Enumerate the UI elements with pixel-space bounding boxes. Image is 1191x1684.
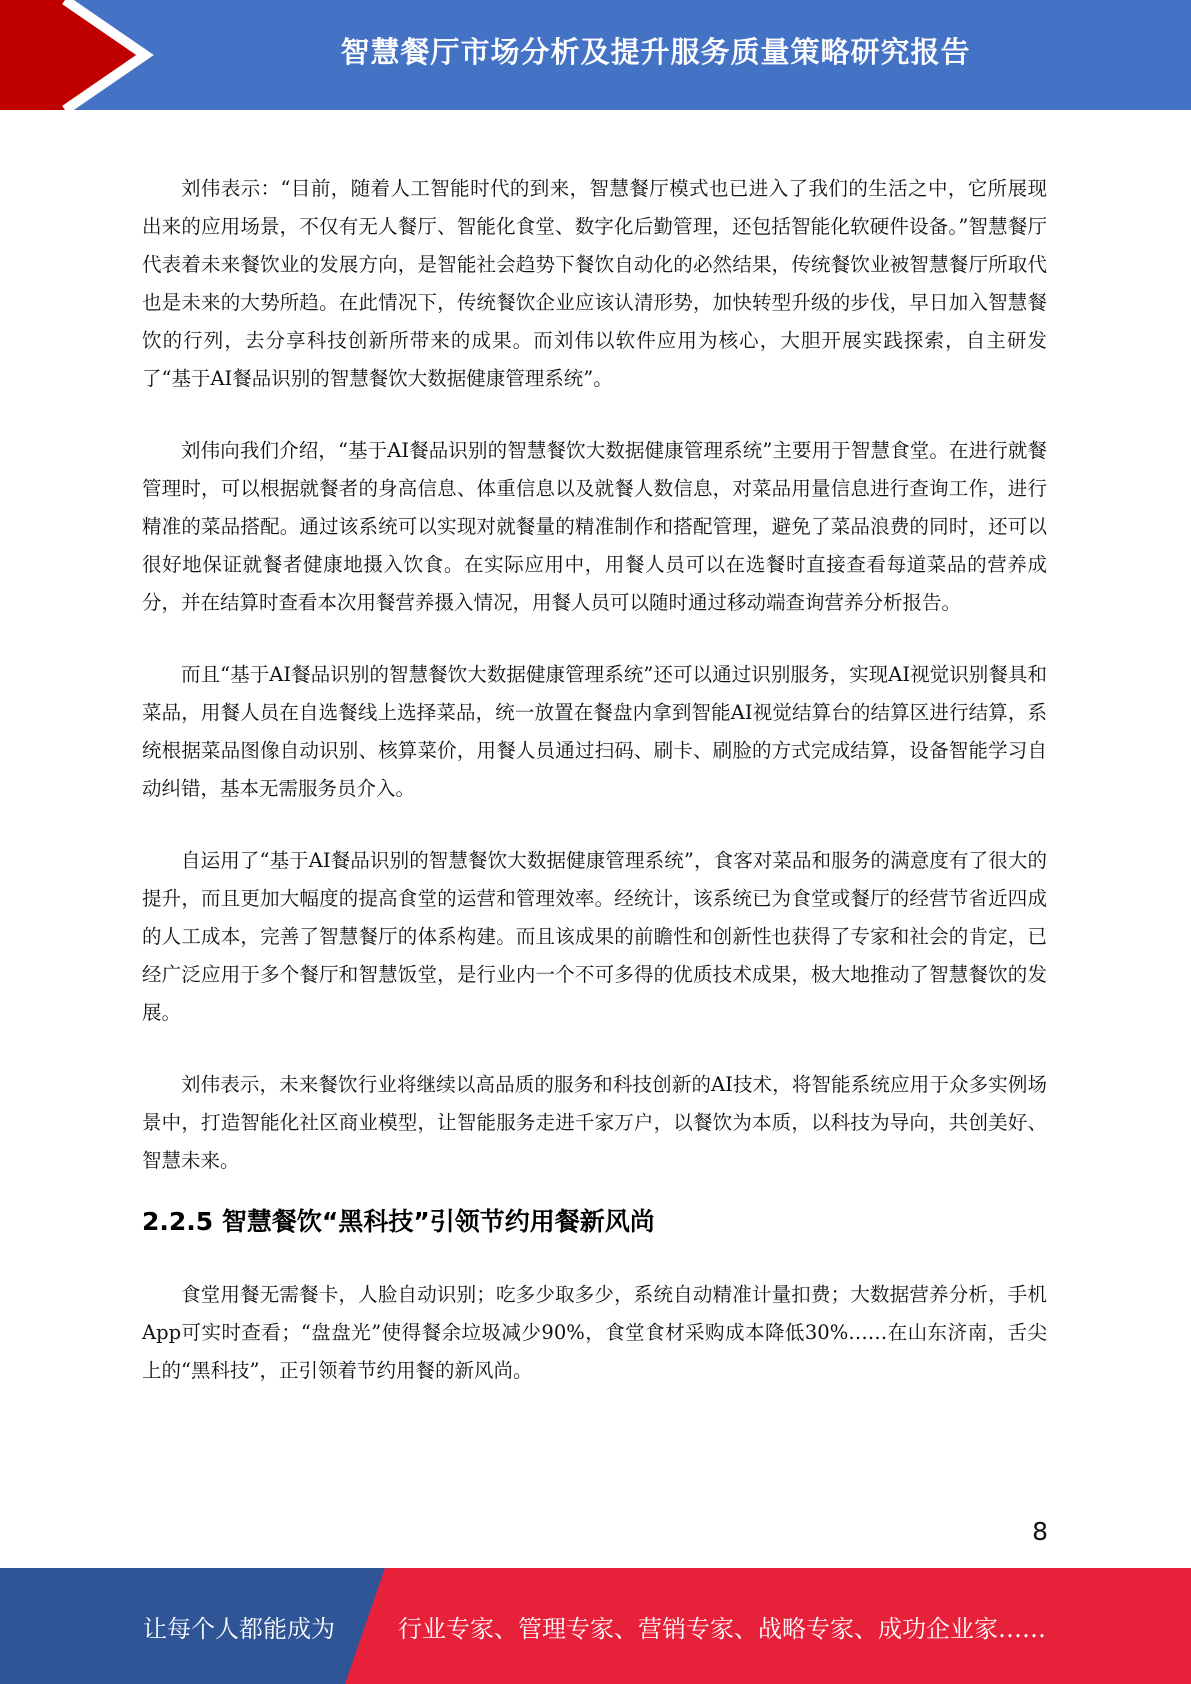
page-number: 8 xyxy=(1032,1517,1048,1546)
paragraph: 而且“基于AI餐品识别的智慧餐饮大数据健康管理系统”还可以通过识别服务，实现AI视觉识别餐具和菜品，用餐人员在自选餐线上选择菜品，统一放置在餐盘内拿到智能AI视觉结算台的结算区进行结算，系统根据菜品图像自动识别、核算菜价，用餐人员通过扫码、刷卡、刷脸的方式完成结算，设备智能学习自动纠错，基本无需服务员介入。 xyxy=(142,663,1047,800)
paragraph: 自运用了“基于AI餐品识别的智慧餐饮大数据健康管理系统”，食客对菜品和服务的满意度有了很大的提升，而且更加大幅度的提高食堂的运营和管理效率。经统计，该系统已为食堂或餐厅的经营节省近四成的人工成本，完善了智慧餐厅的体系构建。而且该成果的前瞻性和创新性也获得了专家和社会的肯定，已经广泛应用于多个餐厅和智慧饭堂，是行业内一个不可多得的优质技术成果，极大地推动了智慧餐饮的发展。 xyxy=(142,849,1047,1024)
footer-slogan-right: 行业专家、管理专家、营销专家、战略专家、成功企业家…… xyxy=(398,1614,1046,1643)
header-title: 智慧餐厅市场分析及提升服务质量策略研究报告 xyxy=(340,34,971,69)
section-heading: 2.2.5 智慧餐饮“黑科技”引领节约用餐新风尚 xyxy=(142,1207,655,1236)
paragraph: 食堂用餐无需餐卡，人脸自动识别；吃多少取多少，系统自动精准计量扣费；大数据营养分析，手机App可实时查看；“盘盘光”使得餐余垃圾减少90%，食堂食材采购成本降低30%……在山东济南，舌尖上的“黑科技”，正引领着节约用餐的新风尚。 xyxy=(142,1283,1047,1382)
paragraph: 刘伟向我们介绍，“基于AI餐品识别的智慧餐饮大数据健康管理系统”主要用于智慧食堂。在进行就餐管理时，可以根据就餐者的身高信息、体重信息以及就餐人数信息，对菜品用量信息进行查询工作，进行精准的菜品搭配。通过该系统可以实现对就餐量的精准制作和搭配管理，避免了菜品浪费的同时，还可以很好地保证就餐者健康地摄入饮食。在实际应用中，用餐人员可以在选餐时直接查看每道菜品的营养成分，并在结算时查看本次用餐营养摄入情况，用餐人员可以随时通过移动端查询营养分析报告。 xyxy=(142,439,1047,614)
document-body xyxy=(142,170,1047,1424)
footer-slogan-left: 让每个人都能成为 xyxy=(143,1614,335,1643)
page-header xyxy=(0,0,1191,110)
page-footer xyxy=(0,1568,1191,1684)
paragraph: 刘伟表示，未来餐饮行业将继续以高品质的服务和科技创新的AI技术，将智能系统应用于众多实例场景中，打造智能化社区商业模型，让智能服务走进千家万户，以餐饮为本质，以科技为导向，共创美好、智慧未来。 xyxy=(142,1073,1047,1172)
paragraph: 刘伟表示：“目前，随着人工智能时代的到来，智慧餐厅模式也已进入了我们的生活之中，它所展现出来的应用场景，不仅有无人餐厅、智能化食堂、数字化后勤管理，还包括智能化软硬件设备。”智慧餐厅代表着未来餐饮业的发展方向，是智能社会趋势下餐饮自动化的必然结果，传统餐饮业被智慧餐厅所取代也是未来的大势所趋。在此情况下，传统餐饮企业应该认清形势，加快转型升级的步伐，早日加入智慧餐饮的行列，去分享科技创新所带来的成果。而刘伟以软件应用为核心，大胆开展实践探索，自主研发了“基于AI餐品识别的智慧餐饮大数据健康管理系统”。 xyxy=(142,177,1047,390)
